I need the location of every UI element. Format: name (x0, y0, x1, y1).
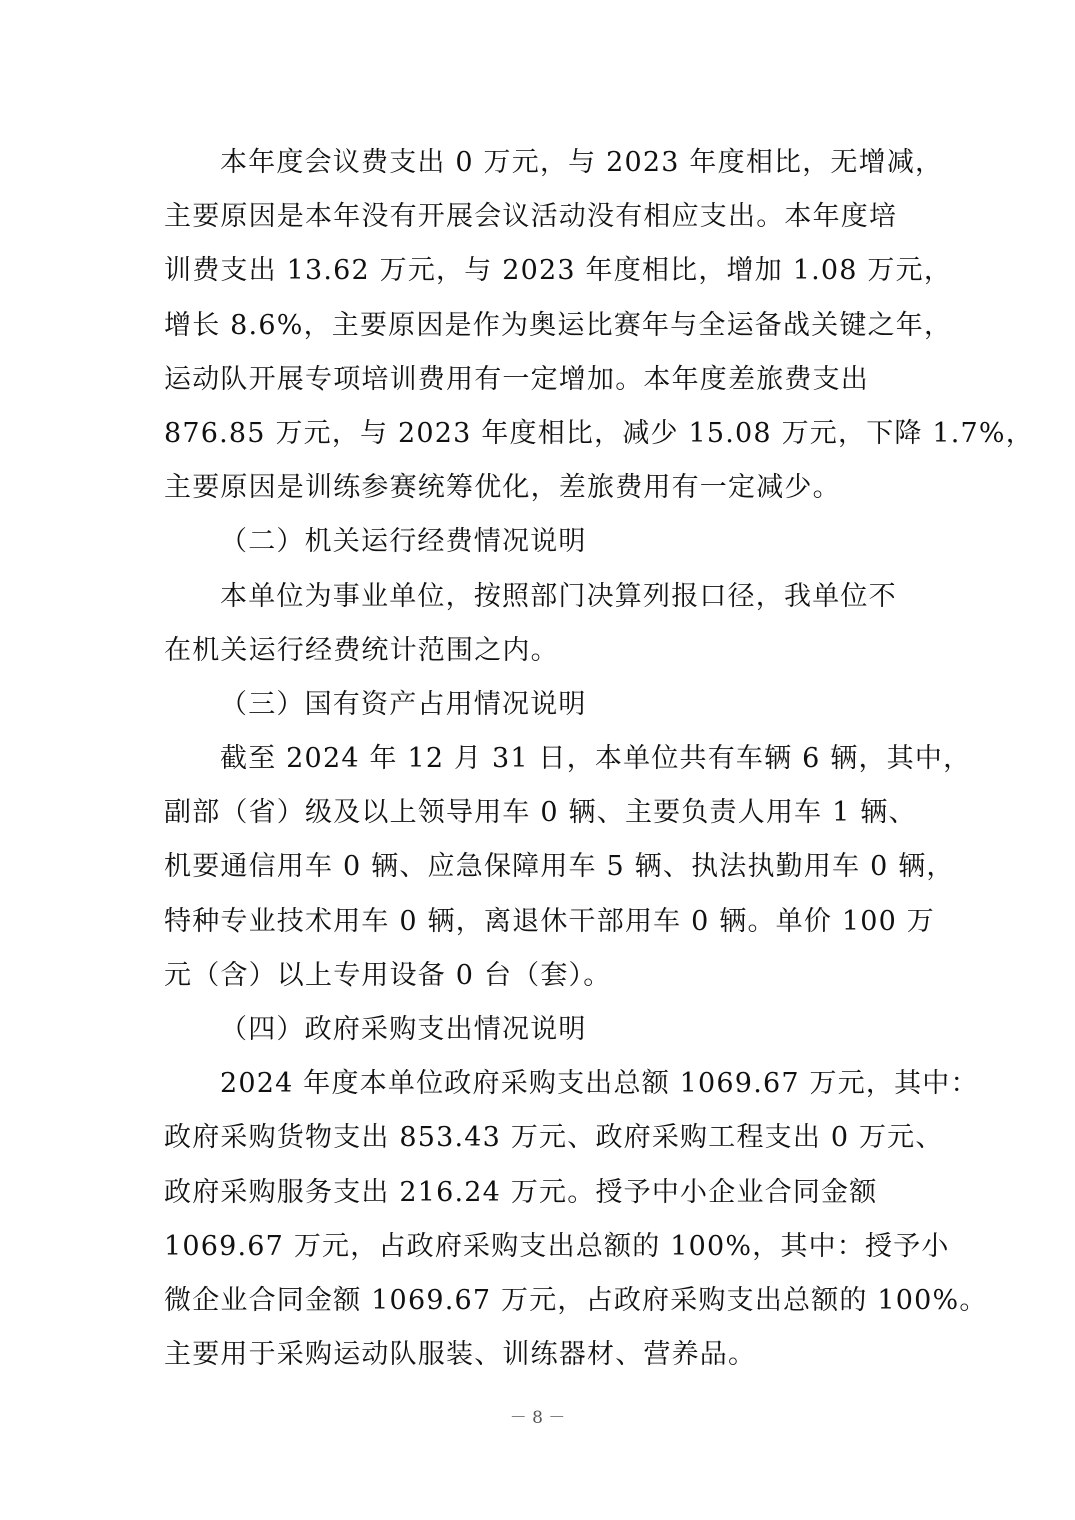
page-number: － 8 － (509, 1408, 566, 1428)
paragraph-line: 主要原因是本年没有开展会议活动没有相应支出。本年度培 (164, 201, 898, 233)
section-heading-admin-expenses: （二）机关运行经费情况说明 (220, 526, 587, 558)
paragraph-line: 政府采购货物支出 853.43 万元、政府采购工程支出 0 万元、 (164, 1122, 944, 1154)
paragraph-line: 主要用于采购运动队服装、训练器材、营养品。 (164, 1339, 757, 1371)
paragraph-line: 截至 2024 年 12 月 31 日，本单位共有车辆 6 辆，其中， (220, 743, 972, 775)
paragraph-line: 政府采购服务支出 216.24 万元。授予中小企业合同金额 (164, 1176, 878, 1208)
paragraph-line: 在机关运行经费统计范围之内。 (164, 634, 559, 666)
paragraph-line: 2024 年度本单位政府采购支出总额 1069.67 万元，其中： (220, 1068, 979, 1100)
paragraph-line: 主要原因是训练参赛统筹优化，差旅费用有一定减少。 (164, 472, 841, 504)
paragraph-line: 本年度会议费支出 0 万元，与 2023 年度相比，无增减， (220, 147, 944, 178)
document-page-body (164, 140, 1034, 1386)
paragraph-line: 876.85 万元，与 2023 年度相比，减少 15.08 万元，下降 1.7%， (164, 417, 1034, 449)
section-heading-state-assets: （三）国有资产占用情况说明 (220, 688, 587, 720)
paragraph-line: 元（含）以上专用设备 0 台（套）。 (164, 959, 612, 991)
paragraph-line: 特种专业技术用车 0 辆，离退休干部用车 0 辆。单价 100 万 (164, 905, 935, 937)
paragraph-line: 本单位为事业单位，按照部门决算列报口径，我单位不 (220, 580, 897, 612)
paragraph-line: 1069.67 万元，占政府采购支出总额的 100%，其中：授予小 (164, 1230, 950, 1262)
paragraph-line: 训费支出 13.62 万元，与 2023 年度相比，增加 1.08 万元， (164, 255, 953, 287)
paragraph-line: 增长 8.6%，主要原因是作为奥运比赛年与全运备战关键之年， (164, 309, 953, 341)
paragraph-line: 机要通信用车 0 辆、应急保障用车 5 辆、执法执勤用车 0 辆， (164, 851, 955, 883)
paragraph-line: 副部（省）级及以上领导用车 0 辆、主要负责人用车 1 辆、 (164, 797, 917, 829)
paragraph-line: 运动队开展专项培训费用有一定增加。本年度差旅费支出 (164, 363, 869, 395)
paragraph-line: 微企业合同金额 1069.67 万元，占政府采购支出总额的 100%。 (164, 1284, 988, 1316)
section-heading-gov-procurement: （四）政府采购支出情况说明 (220, 1014, 587, 1045)
